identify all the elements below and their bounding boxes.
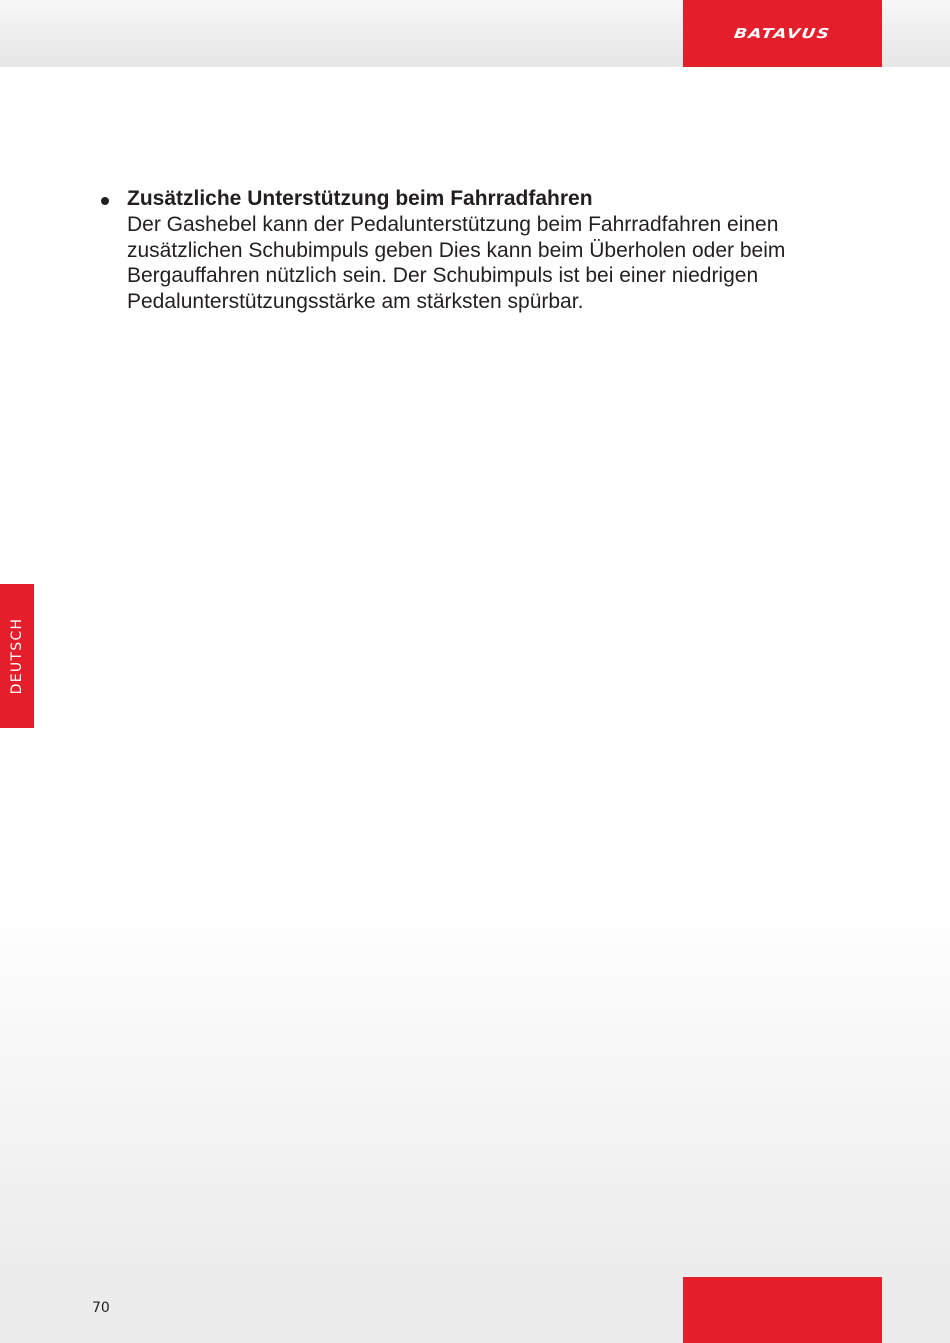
item-body-line: Der Gashebel kann der Pedalunterstützung beim Fahrradfahren einen bbox=[127, 213, 779, 236]
language-tab bbox=[0, 584, 34, 728]
main-content bbox=[96, 186, 856, 314]
bullet-icon bbox=[101, 197, 109, 205]
page-number: 70 bbox=[92, 1300, 110, 1316]
item-body-line: Pedalunterstützungsstärke am stärksten spürbar. bbox=[127, 289, 584, 313]
brand-logo: BATAVUS bbox=[733, 25, 832, 42]
brand-logo-box bbox=[683, 0, 882, 67]
list-item bbox=[96, 186, 856, 314]
language-tab-label: DEUTSCH bbox=[9, 617, 25, 695]
item-body-line: Bergauffahren nützlich sein. Der Schubimpuls ist bei einer niedrigen bbox=[127, 264, 759, 287]
item-title: Zusätzliche Unterstützung beim Fahrradfahren bbox=[127, 187, 593, 210]
item-body-line: zusätzlichen Schubimpuls geben Dies kann beim Überholen oder beim bbox=[127, 238, 786, 262]
footer-accent-box bbox=[683, 1277, 882, 1343]
